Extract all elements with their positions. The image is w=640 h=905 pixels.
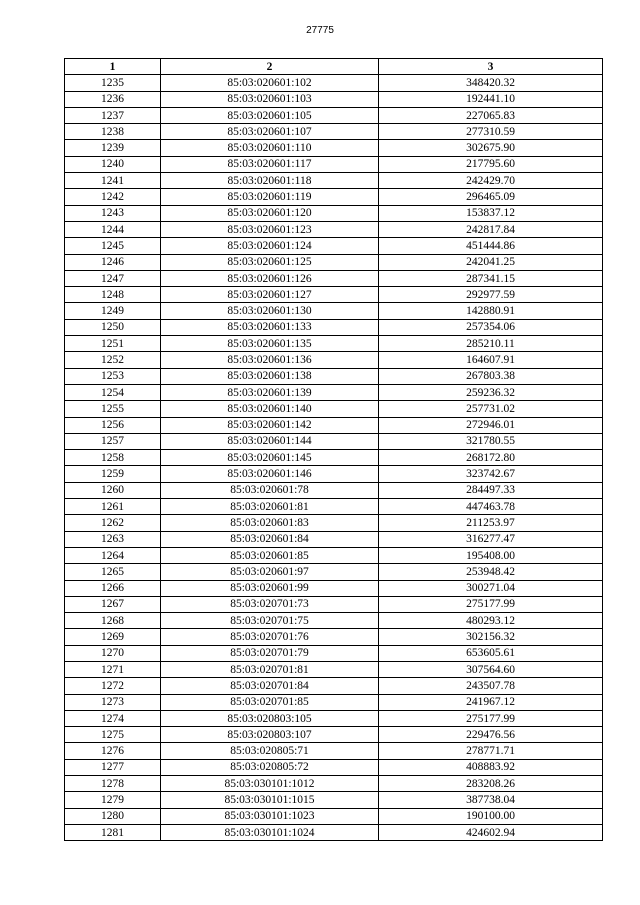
table-row [65,352,603,368]
table-row [65,564,603,580]
row-number-cell: 1277 [65,759,161,775]
table-row [65,629,603,645]
cadastral-number-cell: 85:03:020601:78 [161,482,379,498]
value-cell: 296465.09 [379,189,603,205]
row-number-cell: 1254 [65,384,161,400]
table-row [65,221,603,237]
table-row [65,287,603,303]
row-number-cell: 1255 [65,401,161,417]
value-cell: 275177.99 [379,596,603,612]
cadastral-number-cell: 85:03:020701:84 [161,678,379,694]
cadastral-number-cell: 85:03:020601:130 [161,303,379,319]
cadastral-number-cell: 85:03:030101:1023 [161,808,379,824]
table-row [65,710,603,726]
cadastral-number-cell: 85:03:020601:83 [161,515,379,531]
cadastral-number-cell: 85:03:020701:75 [161,613,379,629]
value-cell: 243507.78 [379,678,603,694]
row-number-cell: 1248 [65,287,161,303]
value-cell: 283208.26 [379,776,603,792]
value-cell: 268172.80 [379,450,603,466]
table-row [65,678,603,694]
header-row [65,59,603,75]
cadastral-number-cell: 85:03:020601:119 [161,189,379,205]
cadastral-number-cell: 85:03:020601:145 [161,450,379,466]
table-row [65,384,603,400]
table-row [65,613,603,629]
table-row [65,238,603,254]
value-cell: 447463.78 [379,499,603,515]
value-cell: 408883.92 [379,759,603,775]
row-number-cell: 1260 [65,482,161,498]
cadastral-number-cell: 85:03:020601:135 [161,336,379,352]
column-header-3: 3 [379,59,603,75]
value-cell: 272946.01 [379,417,603,433]
value-cell: 227065.83 [379,107,603,123]
column-header-1: 1 [65,59,161,75]
value-cell: 323742.67 [379,466,603,482]
table-row [65,743,603,759]
cadastral-number-cell: 85:03:020601:117 [161,156,379,172]
row-number-cell: 1261 [65,499,161,515]
value-cell: 321780.55 [379,433,603,449]
value-cell: 292977.59 [379,287,603,303]
row-number-cell: 1279 [65,792,161,808]
row-number-cell: 1246 [65,254,161,270]
value-cell: 257354.06 [379,319,603,335]
value-cell: 300271.04 [379,580,603,596]
table-row [65,156,603,172]
cadastral-number-cell: 85:03:020601:102 [161,75,379,91]
row-number-cell: 1268 [65,613,161,629]
value-cell: 142880.91 [379,303,603,319]
row-number-cell: 1264 [65,547,161,563]
table-row [65,482,603,498]
value-cell: 229476.56 [379,727,603,743]
cadastral-number-cell: 85:03:020601:81 [161,499,379,515]
table-row [65,107,603,123]
table-row [65,368,603,384]
row-number-cell: 1245 [65,238,161,254]
cadastral-number-cell: 85:03:020601:138 [161,368,379,384]
value-cell: 307564.60 [379,661,603,677]
value-cell: 257731.02 [379,401,603,417]
value-cell: 253948.42 [379,564,603,580]
cadastral-number-cell: 85:03:020601:97 [161,564,379,580]
cadastral-number-cell: 85:03:020701:79 [161,645,379,661]
cadastral-number-cell: 85:03:020601:140 [161,401,379,417]
cadastral-number-cell: 85:03:020805:72 [161,759,379,775]
cadastral-number-cell: 85:03:020601:127 [161,287,379,303]
row-number-cell: 1263 [65,531,161,547]
table-row [65,450,603,466]
row-number-cell: 1276 [65,743,161,759]
value-cell: 211253.97 [379,515,603,531]
data-table [64,58,603,841]
cadastral-number-cell: 85:03:020601:142 [161,417,379,433]
cadastral-number-cell: 85:03:030101:1012 [161,776,379,792]
row-number-cell: 1259 [65,466,161,482]
value-cell: 241967.12 [379,694,603,710]
cadastral-number-cell: 85:03:030101:1015 [161,792,379,808]
table-row [65,645,603,661]
table-row [65,140,603,156]
cadastral-number-cell: 85:03:020601:120 [161,205,379,221]
row-number-cell: 1251 [65,336,161,352]
row-number-cell: 1238 [65,124,161,140]
row-number-cell: 1253 [65,368,161,384]
value-cell: 242041.25 [379,254,603,270]
row-number-cell: 1281 [65,824,161,840]
value-cell: 424602.94 [379,824,603,840]
row-number-cell: 1280 [65,808,161,824]
value-cell: 192441.10 [379,91,603,107]
row-number-cell: 1249 [65,303,161,319]
row-number-cell: 1257 [65,433,161,449]
cadastral-number-cell: 85:03:020601:146 [161,466,379,482]
cadastral-number-cell: 85:03:020601:139 [161,384,379,400]
cadastral-number-cell: 85:03:020601:110 [161,140,379,156]
row-number-cell: 1271 [65,661,161,677]
row-number-cell: 1274 [65,710,161,726]
value-cell: 387738.04 [379,792,603,808]
table-row [65,547,603,563]
cadastral-number-cell: 85:03:020601:85 [161,547,379,563]
row-number-cell: 1275 [65,727,161,743]
value-cell: 267803.38 [379,368,603,384]
table-row [65,596,603,612]
table-row [65,173,603,189]
column-header-2: 2 [161,59,379,75]
table-row [65,254,603,270]
row-number-cell: 1267 [65,596,161,612]
row-number-cell: 1273 [65,694,161,710]
row-number-cell: 1244 [65,221,161,237]
cadastral-number-cell: 85:03:020601:99 [161,580,379,596]
row-number-cell: 1269 [65,629,161,645]
value-cell: 153837.12 [379,205,603,221]
table-row [65,91,603,107]
cadastral-number-cell: 85:03:020601:126 [161,270,379,286]
value-cell: 284497.33 [379,482,603,498]
cadastral-number-cell: 85:03:020701:85 [161,694,379,710]
row-number-cell: 1242 [65,189,161,205]
cadastral-number-cell: 85:03:020601:124 [161,238,379,254]
value-cell: 217795.60 [379,156,603,172]
table-row [65,319,603,335]
table-row [65,75,603,91]
table-row [65,270,603,286]
cadastral-number-cell: 85:03:020601:136 [161,352,379,368]
table-row [65,759,603,775]
row-number-cell: 1278 [65,776,161,792]
row-number-cell: 1262 [65,515,161,531]
cadastral-number-cell: 85:03:020601:105 [161,107,379,123]
cadastral-number-cell: 85:03:020601:118 [161,173,379,189]
value-cell: 195408.00 [379,547,603,563]
value-cell: 277310.59 [379,124,603,140]
table-row [65,824,603,840]
cadastral-number-cell: 85:03:020601:103 [161,91,379,107]
table-row [65,336,603,352]
row-number-cell: 1270 [65,645,161,661]
table-row [65,531,603,547]
cadastral-number-cell: 85:03:020803:105 [161,710,379,726]
row-number-cell: 1243 [65,205,161,221]
row-number-cell: 1236 [65,91,161,107]
value-cell: 164607.91 [379,352,603,368]
cadastral-number-cell: 85:03:020601:144 [161,433,379,449]
cadastral-number-cell: 85:03:020805:71 [161,743,379,759]
cadastral-number-cell: 85:03:030101:1024 [161,824,379,840]
row-number-cell: 1265 [65,564,161,580]
row-number-cell: 1237 [65,107,161,123]
value-cell: 451444.86 [379,238,603,254]
table-row [65,694,603,710]
value-cell: 275177.99 [379,710,603,726]
value-cell: 242817.84 [379,221,603,237]
table-row [65,466,603,482]
table-row [65,417,603,433]
table-row [65,499,603,515]
cadastral-number-cell: 85:03:020601:123 [161,221,379,237]
row-number-cell: 1240 [65,156,161,172]
table-row [65,189,603,205]
row-number-cell: 1272 [65,678,161,694]
row-number-cell: 1250 [65,319,161,335]
table-row [65,124,603,140]
table-row [65,433,603,449]
value-cell: 287341.15 [379,270,603,286]
table-row [65,661,603,677]
page-number: 27775 [306,25,334,36]
value-cell: 285210.11 [379,336,603,352]
value-cell: 316277.47 [379,531,603,547]
cadastral-number-cell: 85:03:020803:107 [161,727,379,743]
table-row [65,401,603,417]
cadastral-number-cell: 85:03:020701:73 [161,596,379,612]
table-row [65,515,603,531]
row-number-cell: 1235 [65,75,161,91]
cadastral-number-cell: 85:03:020601:133 [161,319,379,335]
value-cell: 480293.12 [379,613,603,629]
table-row [65,303,603,319]
table-row [65,727,603,743]
value-cell: 302675.90 [379,140,603,156]
value-cell: 242429.70 [379,173,603,189]
cadastral-number-cell: 85:03:020601:84 [161,531,379,547]
value-cell: 190100.00 [379,808,603,824]
row-number-cell: 1256 [65,417,161,433]
table-row [65,808,603,824]
value-cell: 653605.61 [379,645,603,661]
row-number-cell: 1241 [65,173,161,189]
cadastral-number-cell: 85:03:020601:125 [161,254,379,270]
cadastral-number-cell: 85:03:020701:76 [161,629,379,645]
value-cell: 259236.32 [379,384,603,400]
value-cell: 348420.32 [379,75,603,91]
cadastral-number-cell: 85:03:020601:107 [161,124,379,140]
value-cell: 302156.32 [379,629,603,645]
table-body [65,75,603,841]
row-number-cell: 1266 [65,580,161,596]
row-number-cell: 1258 [65,450,161,466]
table-row [65,580,603,596]
row-number-cell: 1247 [65,270,161,286]
cadastral-number-cell: 85:03:020701:81 [161,661,379,677]
table-row [65,776,603,792]
value-cell: 278771.71 [379,743,603,759]
table-row [65,205,603,221]
row-number-cell: 1252 [65,352,161,368]
table-row [65,792,603,808]
row-number-cell: 1239 [65,140,161,156]
